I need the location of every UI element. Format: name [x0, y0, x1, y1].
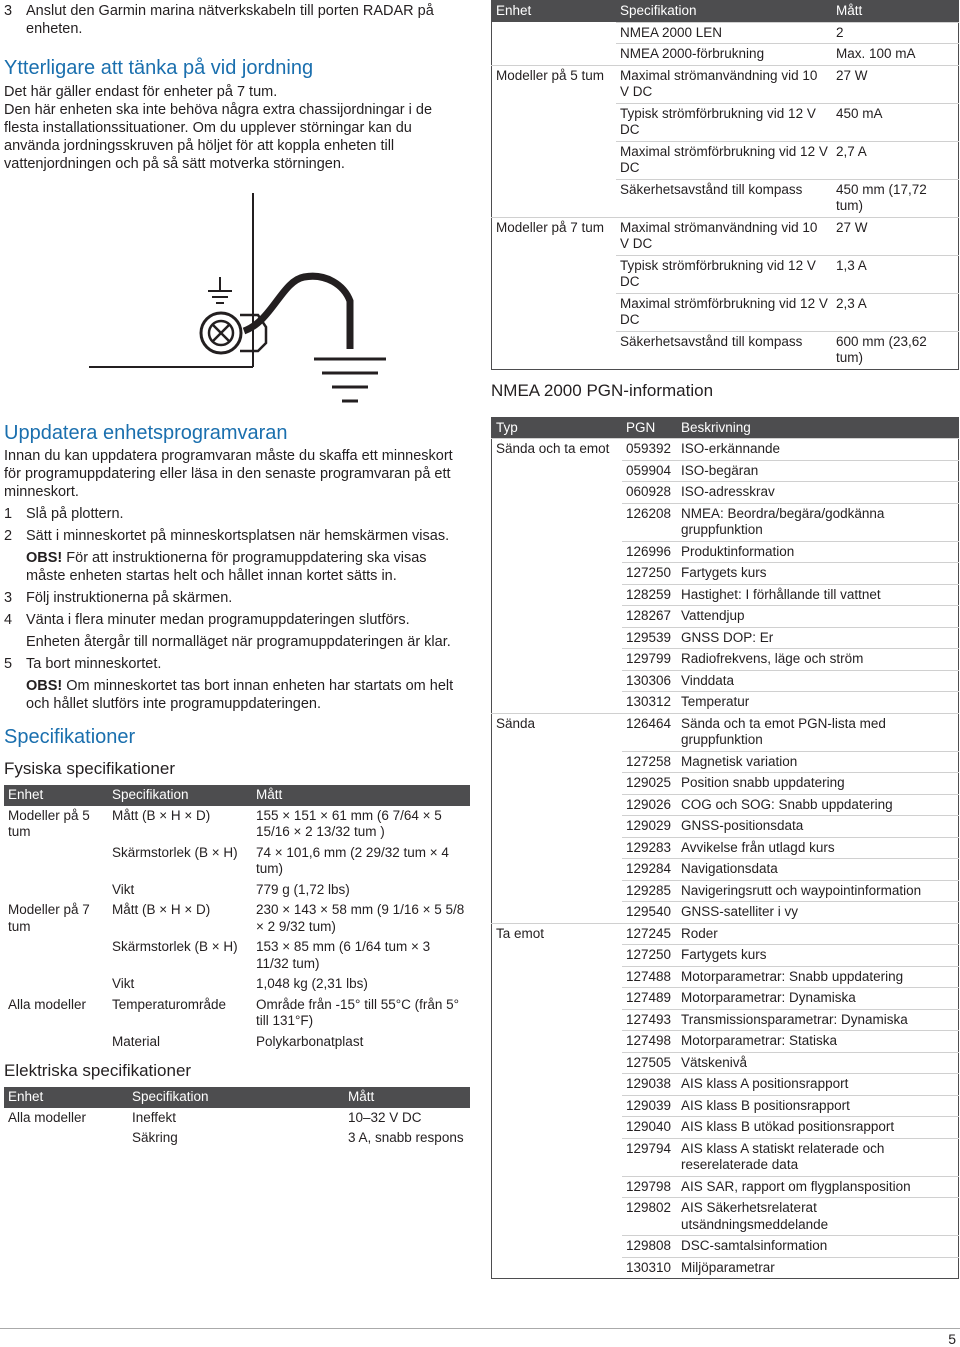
- table-cell-unit: [492, 103, 617, 141]
- table-cell-desc: Vinddata: [677, 670, 959, 692]
- table-row: [492, 1138, 959, 1176]
- table-cell-pgn: 129285: [622, 880, 677, 902]
- table-cell-value: 153 × 85 mm (6 1/64 tum × 3 11/32 tum): [256, 939, 431, 971]
- update-step-3: [4, 589, 470, 607]
- table-row: [492, 837, 959, 859]
- table-cell-pgn: 129025: [622, 773, 677, 795]
- table-cell-pgn: 059392: [622, 439, 677, 461]
- table-cell-type: [492, 670, 623, 692]
- table-cell-type: [492, 1009, 623, 1031]
- table-cell-spec: Maximal strömanvändning vid 10 V DC: [616, 217, 832, 255]
- table-cell-spec: Skärmstorlek (B × H): [112, 844, 238, 860]
- column-header: Specifikation: [108, 785, 252, 806]
- table-cell-type: [492, 859, 623, 881]
- table-row: [4, 1128, 470, 1149]
- table-cell-desc: Motorparametrar: Statiska: [677, 1031, 959, 1053]
- table-row: [492, 945, 959, 967]
- table-cell-value: 2,7 A: [832, 141, 959, 179]
- table-header-row: [492, 417, 959, 439]
- table-cell-pgn: 129798: [622, 1176, 677, 1198]
- table-row: [492, 692, 959, 714]
- table-cell-pgn: 060928: [622, 482, 677, 504]
- table-row: [492, 293, 959, 331]
- table-cell-pgn: 128259: [622, 584, 677, 606]
- table-cell-desc: ISO-begäran: [677, 460, 959, 482]
- table-cell-type: Ta emot: [492, 923, 623, 945]
- table-cell-desc: GNSS-satelliter i vy: [677, 902, 959, 924]
- table-header-row: [4, 1087, 470, 1108]
- table-cell-pgn: 127250: [622, 945, 677, 967]
- table-cell-spec: Mått (B × H × D): [112, 807, 211, 823]
- step-text: Slå på plottern.: [26, 506, 124, 522]
- table-cell-spec: Maximal strömförbrukning vid 12 V DC: [616, 293, 832, 331]
- page-number: 5: [948, 1331, 956, 1347]
- column-header: Mått: [832, 1, 959, 23]
- table-cell-type: [492, 880, 623, 902]
- table-cell-unit: [492, 141, 617, 179]
- table-row: [492, 1198, 959, 1236]
- table-row: [4, 1032, 470, 1053]
- table-cell-unit: [4, 880, 108, 901]
- table-row: [4, 880, 470, 901]
- column-header: Specifikation: [616, 1, 832, 23]
- update-step-5: [4, 655, 470, 713]
- table-cell-type: [492, 692, 623, 714]
- table-cell-desc: Avvikelse från utlagd kurs: [677, 837, 959, 859]
- table-cell-type: [492, 945, 623, 967]
- table-cell-desc: DSC-samtalsinformation: [677, 1236, 959, 1258]
- install-step-3: [4, 2, 470, 38]
- table-cell-unit: [492, 179, 617, 217]
- table-cell-pgn: 059904: [622, 460, 677, 482]
- table-row: [492, 65, 959, 103]
- table-cell-desc: GNSS DOP: Er: [677, 627, 959, 649]
- table-cell-unit: [492, 44, 617, 66]
- table-cell-desc: Vätskenivå: [677, 1052, 959, 1074]
- table-cell-desc: AIS SAR, rapport om flygplansposition: [677, 1176, 959, 1198]
- table-row: [492, 1031, 959, 1053]
- table-row: [4, 1108, 470, 1129]
- table-cell-pgn: 129283: [622, 837, 677, 859]
- update-step-2: [4, 527, 470, 585]
- table-cell-unit: [492, 293, 617, 331]
- step-number: 3: [4, 590, 13, 606]
- left-column: [4, 2, 470, 1149]
- table-cell-unit: Alla modeller: [8, 996, 87, 1012]
- table-cell-spec: Mått (B × H × D): [112, 902, 211, 917]
- table-cell-pgn: 129040: [622, 1117, 677, 1139]
- table-cell-desc: Radiofrekvens, läge och ström: [677, 649, 959, 671]
- table-cell-type: [492, 773, 623, 795]
- table-cell-type: Sända och ta emot: [492, 439, 623, 461]
- column-header: Mått: [252, 785, 470, 806]
- physical-specs-heading: Fysiska specifikationer: [4, 759, 176, 778]
- table-cell-desc: Hastighet: I förhållande till vattnet: [677, 584, 959, 606]
- table-cell-spec: Material: [112, 1033, 161, 1049]
- table-cell-unit: [492, 22, 617, 44]
- table-cell-type: [492, 1176, 623, 1198]
- table-cell-type: [492, 902, 623, 924]
- table-header-row: [4, 785, 470, 806]
- table-row: [492, 902, 959, 924]
- table-cell-value: 600 mm (23,62 tum): [832, 331, 959, 369]
- table-cell-unit: Modeller på 7 tum: [8, 902, 90, 934]
- note-text: Om minneskortet tas bort innan enheten har startats om helt och hållet slutförs inte programuppdateringen.: [26, 678, 454, 712]
- table-cell-desc: AIS klass B positionsrapport: [677, 1095, 959, 1117]
- table-cell-type: [492, 482, 623, 504]
- table-cell-value: 450 mm (17,72 tum): [832, 179, 959, 217]
- table-cell-type: [492, 1257, 623, 1279]
- table-cell-value: 230 × 143 × 58 mm (9 1/16 × 5 5/8 × 2 9/32 tum): [256, 902, 465, 934]
- table-cell-desc: Fartygets kurs: [677, 945, 959, 967]
- table-cell-value: 1,048 kg (2,31 lbs): [256, 976, 368, 991]
- note-label: OBS!: [26, 550, 63, 566]
- table-row: [492, 482, 959, 504]
- table-cell-spec: Vikt: [112, 976, 135, 991]
- table-cell-desc: Fartygets kurs: [677, 563, 959, 585]
- table-cell-type: [492, 1138, 623, 1176]
- table-row: [492, 44, 959, 66]
- table-cell-desc: AIS klass A positionsrapport: [677, 1074, 959, 1096]
- table-row: [492, 713, 959, 751]
- table-row: [492, 816, 959, 838]
- table-row: [492, 670, 959, 692]
- table-cell-type: [492, 503, 623, 541]
- pgn-heading: NMEA 2000 PGN-information: [491, 380, 714, 400]
- table-row: [492, 923, 959, 945]
- table-row: [492, 584, 959, 606]
- table-cell-desc: ISO-erkännande: [677, 439, 959, 461]
- table-cell-pgn: 129808: [622, 1236, 677, 1258]
- table-cell-desc: Motorparametrar: Snabb uppdatering: [677, 966, 959, 988]
- table-cell-type: [492, 541, 623, 563]
- table-cell-unit: [4, 1128, 128, 1149]
- table-cell-unit: [492, 255, 617, 293]
- update-step-4: [4, 611, 470, 651]
- table-row: [492, 255, 959, 293]
- table-cell-desc: Navigationsdata: [677, 859, 959, 881]
- table-row: [492, 966, 959, 988]
- update-heading: Uppdatera enhetsprogramvaran: [4, 422, 288, 444]
- table-cell-pgn: 127505: [622, 1052, 677, 1074]
- grounding-diagram: [4, 181, 470, 413]
- table-cell-spec: Temperaturområde: [112, 996, 227, 1012]
- table-row: [4, 937, 470, 974]
- table-row: [492, 794, 959, 816]
- table-row: [492, 1176, 959, 1198]
- table-cell-spec: Säkring: [132, 1130, 178, 1145]
- table-cell-pgn: 129038: [622, 1074, 677, 1096]
- table-row: [492, 627, 959, 649]
- table-cell-pgn: 129539: [622, 627, 677, 649]
- step-text: Ta bort minneskortet.: [26, 656, 162, 672]
- table-cell-type: [492, 1031, 623, 1053]
- table-cell-type: [492, 1236, 623, 1258]
- column-header: Typ: [492, 417, 623, 439]
- table-cell-spec: NMEA 2000-förbrukning: [616, 44, 832, 66]
- step-text: Anslut den Garmin marina nätverkskabeln till porten RADAR på enheten.: [26, 3, 434, 37]
- table-cell-unit: [4, 974, 108, 995]
- table-row: [4, 995, 470, 1032]
- table-cell-desc: Transmissionsparametrar: Dynamiska: [677, 1009, 959, 1031]
- table-row: [492, 859, 959, 881]
- table-cell-value: 2: [832, 22, 959, 44]
- table-cell-type: [492, 584, 623, 606]
- table-cell-type: [492, 1095, 623, 1117]
- table-row: [492, 439, 959, 461]
- table-cell-pgn: 127258: [622, 751, 677, 773]
- table-row: [492, 1052, 959, 1074]
- table-cell-type: [492, 794, 623, 816]
- table-cell-pgn: 126996: [622, 541, 677, 563]
- electrical-specs-heading: Elektriska specifikationer: [4, 1061, 192, 1080]
- grounding-paragraph-2: Den här enheten ska inte behöva några extra chassijordningar i de flesta installationssituationer. Om du upplever störningar kan du använda jordningsskruven på höljet för att koppla enheten till vattenjordningen och på så sätt motverka störningen.: [4, 102, 433, 172]
- physical-specs-table: [4, 785, 470, 1052]
- table-cell-type: [492, 751, 623, 773]
- table-row: [492, 1074, 959, 1096]
- table-cell-unit: Modeller på 5 tum: [8, 807, 90, 839]
- table-cell-pgn: 127489: [622, 988, 677, 1010]
- note-2: [26, 677, 470, 713]
- table-cell-pgn: 128267: [622, 606, 677, 628]
- table-cell-spec: Skärmstorlek (B × H): [112, 939, 238, 954]
- table-row: [492, 751, 959, 773]
- table-cell-type: [492, 1074, 623, 1096]
- table-row: [492, 141, 959, 179]
- table-cell-type: [492, 460, 623, 482]
- table-cell-desc: Sända och ta emot PGN-lista med gruppfunktion: [677, 713, 959, 751]
- table-cell-value: 3 A, snabb respons: [348, 1130, 464, 1145]
- table-row: [492, 606, 959, 628]
- table-cell-desc: Roder: [677, 923, 959, 945]
- table-row: [492, 217, 959, 255]
- table-row: [492, 503, 959, 541]
- table-cell-desc: Produktinformation: [677, 541, 959, 563]
- table-cell-value: 2,3 A: [832, 293, 959, 331]
- table-cell-pgn: 130312: [622, 692, 677, 714]
- table-cell-type: [492, 1052, 623, 1074]
- table-row: [4, 974, 470, 995]
- pgn-table: [491, 417, 959, 1280]
- table-cell-desc: GNSS-positionsdata: [677, 816, 959, 838]
- table-cell-pgn: 130310: [622, 1257, 677, 1279]
- table-cell-type: [492, 1198, 623, 1236]
- table-row: [492, 1257, 959, 1279]
- step-number: 4: [4, 612, 13, 628]
- table-cell-value: Polykarbonatplast: [256, 1033, 364, 1049]
- table-cell-desc: Motorparametrar: Dynamiska: [677, 988, 959, 1010]
- table-cell-desc: Temperatur: [677, 692, 959, 714]
- table-row: [4, 900, 470, 937]
- table-cell-unit: Alla modeller: [8, 1109, 87, 1125]
- table-cell-spec: Säkerhetsavstånd till kompass: [616, 331, 832, 369]
- table-cell-value: Max. 100 mA: [832, 44, 959, 66]
- step-text: Vänta i flera minuter medan programuppdateringen slutförs.: [26, 612, 410, 628]
- table-cell-value: 27 W: [832, 217, 959, 255]
- step-text: Följ instruktionerna på skärmen.: [26, 590, 233, 606]
- table-cell-pgn: 126208: [622, 503, 677, 541]
- table-row: [492, 563, 959, 585]
- note-label: OBS!: [26, 678, 63, 694]
- table-row: [492, 773, 959, 795]
- table-cell-pgn: 129540: [622, 902, 677, 924]
- step-number: 2: [4, 528, 13, 544]
- electrical-specs-table-left: [4, 1087, 470, 1149]
- table-cell-pgn: 127498: [622, 1031, 677, 1053]
- note-1: [26, 549, 470, 585]
- table-cell-desc: Position snabb uppdatering: [677, 773, 959, 795]
- table-row: [492, 1117, 959, 1139]
- table-cell-desc: NMEA: Beordra/begära/godkänna gruppfunktion: [677, 503, 959, 541]
- table-cell-pgn: 129039: [622, 1095, 677, 1117]
- table-cell-value: 10–32 V DC: [348, 1109, 422, 1125]
- note-text: För att instruktionerna för programuppdatering ska visas måste enheten startas helt och hållet innan kortet sätts in.: [26, 550, 427, 584]
- table-cell-spec: Ineffekt: [132, 1109, 177, 1125]
- step-text: Sätt i minneskortet på minneskortsplatsen när hemskärmen visas.: [26, 528, 450, 544]
- table-cell-pgn: 127250: [622, 563, 677, 585]
- step-number: 3: [4, 3, 13, 19]
- column-header: Mått: [344, 1087, 470, 1108]
- table-row: [492, 179, 959, 217]
- table-cell-pgn: 129284: [622, 859, 677, 881]
- table-cell-spec: Maximal strömanvändning vid 10 V DC: [616, 65, 832, 103]
- table-header-row: [492, 1, 959, 23]
- table-cell-desc: Vattendjup: [677, 606, 959, 628]
- table-cell-type: [492, 966, 623, 988]
- table-row: [492, 331, 959, 369]
- table-row: [492, 649, 959, 671]
- table-row: [492, 1095, 959, 1117]
- table-cell-spec: NMEA 2000 LEN: [616, 22, 832, 44]
- table-row: [492, 1009, 959, 1031]
- table-cell-value: 1,3 A: [832, 255, 959, 293]
- table-cell-desc: AIS Säkerhetsrelaterat utsändningsmeddelande: [677, 1198, 959, 1236]
- table-cell-value: 74 × 101,6 mm (2 29/32 tum × 4 tum): [256, 844, 449, 876]
- table-cell-desc: AIS klass A statiskt relaterade och reserelaterade data: [677, 1138, 959, 1176]
- footer-divider: [0, 1328, 960, 1329]
- table-cell-unit: [492, 331, 617, 369]
- step-number: 5: [4, 656, 13, 672]
- table-cell-desc: Magnetisk variation: [677, 751, 959, 773]
- table-cell-pgn: 127488: [622, 966, 677, 988]
- table-cell-pgn: 129802: [622, 1198, 677, 1236]
- table-cell-unit: [4, 937, 108, 974]
- table-row: [492, 880, 959, 902]
- table-cell-pgn: 129794: [622, 1138, 677, 1176]
- table-cell-pgn: 127245: [622, 923, 677, 945]
- table-cell-unit: Modeller på 7 tum: [492, 217, 617, 255]
- table-row: [492, 460, 959, 482]
- table-cell-desc: AIS klass B utökad positionsrapport: [677, 1117, 959, 1139]
- table-cell-unit: [4, 1032, 108, 1053]
- table-cell-spec: Typisk strömförbrukning vid 12 V DC: [616, 255, 832, 293]
- table-cell-type: [492, 606, 623, 628]
- table-cell-value: 779 g (1,72 lbs): [256, 881, 350, 897]
- table-row: [492, 541, 959, 563]
- table-cell-spec: Maximal strömförbrukning vid 12 V DC: [616, 141, 832, 179]
- table-cell-pgn: 129029: [622, 816, 677, 838]
- table-cell-type: [492, 837, 623, 859]
- table-cell-desc: COG och SOG: Snabb uppdatering: [677, 794, 959, 816]
- table-cell-type: [492, 649, 623, 671]
- table-cell-value: 27 W: [832, 65, 959, 103]
- table-cell-type: [492, 988, 623, 1010]
- table-cell-type: [492, 627, 623, 649]
- table-row: [4, 843, 470, 880]
- table-cell-pgn: 127493: [622, 1009, 677, 1031]
- table-cell-value: 450 mA: [832, 103, 959, 141]
- table-cell-type: [492, 1117, 623, 1139]
- table-cell-value: Område från -15° till 55°C (från 5° till 131°F): [256, 996, 460, 1028]
- table-cell-pgn: 129799: [622, 649, 677, 671]
- electrical-specs-table-right: [491, 0, 959, 370]
- table-row: [492, 103, 959, 141]
- table-cell-pgn: 129026: [622, 794, 677, 816]
- table-cell-desc: Navigeringsrutt och waypointinformation: [677, 880, 959, 902]
- step-result: Enheten återgår till normalläget när programuppdateringen är klar.: [26, 634, 451, 650]
- table-cell-spec: Vikt: [112, 881, 135, 897]
- column-header: Enhet: [4, 785, 108, 806]
- table-cell-desc: Miljöparametrar: [677, 1257, 959, 1279]
- column-header: Enhet: [4, 1087, 128, 1108]
- table-cell-spec: Säkerhetsavstånd till kompass: [616, 179, 832, 217]
- column-header: PGN: [622, 417, 677, 439]
- table-cell-value: 155 × 151 × 61 mm (6 7/64 × 5 15/16 × 2 13/32 tum ): [256, 807, 442, 839]
- table-cell-pgn: 126464: [622, 713, 677, 751]
- step-number: 1: [4, 506, 13, 522]
- table-cell-desc: ISO-adresskrav: [677, 482, 959, 504]
- table-cell-pgn: 130306: [622, 670, 677, 692]
- table-cell-type: Sända: [492, 713, 623, 751]
- table-cell-type: [492, 816, 623, 838]
- table-row: [492, 1236, 959, 1258]
- table-cell-spec: Typisk strömförbrukning vid 12 V DC: [616, 103, 832, 141]
- table-row: [492, 988, 959, 1010]
- right-column: [491, 0, 959, 1279]
- column-header: Beskrivning: [677, 417, 959, 439]
- specs-heading: Specifikationer: [4, 726, 136, 748]
- grounding-heading: Ytterligare att tänka på vid jordning: [4, 57, 314, 79]
- update-intro: Innan du kan uppdatera programvaran måste du skaffa ett minneskort för programuppdatering eller läsa in den senaste programvaran på ett minneskort.: [4, 448, 453, 500]
- column-header: Enhet: [492, 1, 617, 23]
- table-row: [4, 806, 470, 843]
- table-cell-type: [492, 563, 623, 585]
- table-cell-unit: [4, 843, 108, 880]
- table-row: [492, 22, 959, 44]
- column-header: Specifikation: [128, 1087, 344, 1108]
- grounding-paragraph-1: Det här gäller endast för enheter på 7 tum.: [4, 84, 278, 100]
- update-step-1: [4, 505, 470, 523]
- table-cell-unit: Modeller på 5 tum: [492, 65, 617, 103]
